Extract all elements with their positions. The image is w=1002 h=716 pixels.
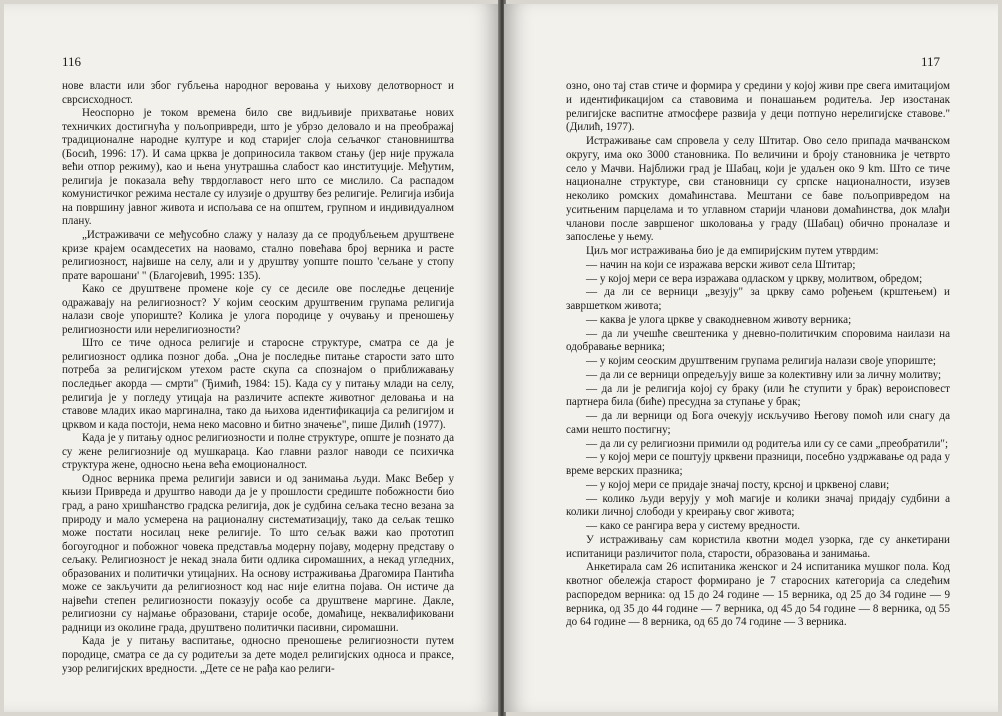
list-item: — начин на који се изражава верски живот села Штитар; (586, 258, 856, 271)
list-item: — да ли верници од Бога очекују искључиво Његову помоћ или снагу да сами нешто постигну; (566, 410, 950, 436)
right-page-text (566, 80, 950, 630)
list-item: — у којој мери се вера изражава одласком у цркву, молитвом, обредом; (586, 272, 923, 285)
paragraph: Неоспорно је током времена било све видљивије прихватање нових техничких достигнућа у пољопривреди, што је убрзо деловало и на преображај традиционалне народне културе и код старијег слоја сељачког становништва (Босић, 1996: 17). И сама црква је доприносила таквом стању (јер није пружала већи отпор режиму), као и њена унутрашња слабост као институције. Међутим, религија је показала већу тврдоглавост него што се мислило. Са распадом комунистичког режима нестале су илузије о друштву без религије. Религија избија на површину јавног живота и испољава се на општем, групном и индивидуалном плану. (62, 107, 454, 228)
list-item: — да ли су религиозни примили од родитеља или су се сами „преобратили"; (586, 437, 949, 450)
list-item: — колико људи верују у моћ магије и колики значај придају судбини а колики личној слободи у креирању свог живота; (566, 492, 950, 519)
paragraph: Када је у питању однос религиозности и полне структуре, опште је познато да су жене религиозније од мушкараца. Као главни разлог наводи се психичка структура жене, односно њена већа емоционалност. (62, 432, 454, 472)
left-page-text (62, 80, 454, 676)
page-number: 117 (920, 54, 940, 69)
page-number: 116 (62, 54, 82, 69)
paragraph: Како се друштвене промене које су се десиле ове последње деценије одражавају на религиозност? У којим сеоским друштвеним групама религија налази своје упориште? Колика је улога породице у очувању и преношењу религиозности или нерелигиозности? (62, 283, 454, 336)
list-item: — у којим сеоским друштвеним групама религија налази своје упориште; (586, 355, 937, 367)
list-item: — да ли се верници опредељују више за колективну или за личну молитву; (586, 368, 942, 381)
paragraph: Однос верника према религији зависи и од занимања људи. Макс Вебер у књизи Привреда и друштво наводи да је у прошлости средиште побожности био град, а рано хришћанство градска религија, док је судбина сељака тесно везана за природу и мало усмерена на рационалну систематизацију, тако да сељак тешко може постати носилац неке религије. То што сељак важи као прототип богоугодног и побожног човека представља модерну појаву, модерну представу о сељаку. Религиозност је некад знала бити одлика сиромашних, а некад угледних, образованих и политички утицајних. На основу истраживања Драгомира Пантића може се закључити да религиозност код нас није елитна појава. Он истиче да највећи степен религиозности показују особе са друштвене маргине. Дакле, религиозни су најмање образовани, старије особе, домаћице, неквалификовани радници из околине града, друштвено политички пасивни, сиромашни. (62, 472, 454, 634)
list-item: — да ли учешће свештеника у дневно-политичким споровима наилази на одобравање верника; (566, 327, 950, 354)
list-item: — каква је улога цркве у свакодневном животу верника; (586, 313, 852, 326)
left-page (4, 4, 500, 712)
paragraph: озно, оно тај став стиче и формира у средини у којој живи пре свега имитацијом и идентификацијом са ставовима и понашањем родитеља. Јер изостанак религијске васпитне атмосфере развија у деци потпуно нерелигијске ставове." (Дилић, 1977). (566, 80, 950, 134)
paragraph: Циљ мог истраживања био је да емпиријским путем утврдим: (586, 245, 879, 257)
list-item: — да ли је религија којој су браку (или ће ступити у брак) вероисповест партнера била (биће) пресудна за ступање у брак; (566, 382, 950, 409)
paragraph: Када је у питању васпитање, односно преношење религиозности путем породице, сматра се да су родитељи за дете модел религијских односа и праксе, узор религијских вредности. „Дете се не рађа као религи- (62, 635, 454, 675)
list-item: — у којој мери се поштују црквени празници, посебно уздржавање од рада у време верских празника; (566, 451, 950, 477)
list-item: — у којој мери се придаје значај посту, крсној и црквеној слави; (586, 478, 890, 491)
paragraph: Анкетирала сам 26 испитаника женског и 24 испитаника мушког пола. Код квотног обележја старост формирано је 7 старосних категорија са следећим распоредом верника: од 15 до 24 године — 15 верника, од 25 до 34 године — 9 верника, од 35 до 44 године — 7 верника, од 45 до 54 године — 8 верника, од 55 до 64 године — 8 верника, од 65 до 74 године — 3 верника. (566, 561, 950, 629)
paragraph: У истраживању сам користила квотни модел узорка, где су анкетирани испитаници различитог пола, старости, образовања и занимања. (566, 533, 950, 560)
list-item: — како се рангира вера у систему вредности. (586, 520, 801, 532)
right-page (504, 4, 998, 712)
paragraph: нове власти или због губљења народног веровања у њихову делотворност и сврсисходност. (62, 80, 454, 106)
paragraph: Истраживање сам спровела у селу Штитар. Ово село припада мачванском округу, има око 3000 становника. По величини и броју становника је четврто село у Мачви. Најближи град је Шабац, који је удаљен око 9 km. Што се тиче националне структуре, сви становници су српске националности, изузев неколико ромских домаћинстава. Мештани се баве пољопривредом на уситњеним парцелама и то углавном старији чланови домаћинства, док млађи чланови после завршеног школовања у граду (Шабац) обично проналазе и запослење у њему. (566, 135, 950, 244)
paragraph: „Истраживачи се међусобно слажу у налазу да се продубљењем друштвене кризе крајем осамдесетих на наовамо, стално повећава број верника и расте религиозност, највише на селу, али и у друштву уопште пошто 'сељане у стопу прате варошани' " (Благојевић, 1995: 135). (62, 229, 454, 282)
list-item: — да ли се верници „везују" за цркву само рођењем (крштењем) и завршетком живота; (566, 286, 950, 312)
paragraph: Што се тиче односа религије и старосне структуре, сматра се да је религиозност одлика позног доба. „Она је последње питање старости затo што потреба за религијском утехом расте скупа са спознајом о приближавању последњег акорда — смрти" (Ђимић, 1984: 15). Када су у питању млади на селу, религија је у погледу утицаја на различите аспекте животног деловања и на ставове младих икао маргинална, тако да њихова идентификација са религијом и црквом и када постоји, нема неко масовно и битно значење", пише Дилић (1977). (62, 337, 454, 431)
